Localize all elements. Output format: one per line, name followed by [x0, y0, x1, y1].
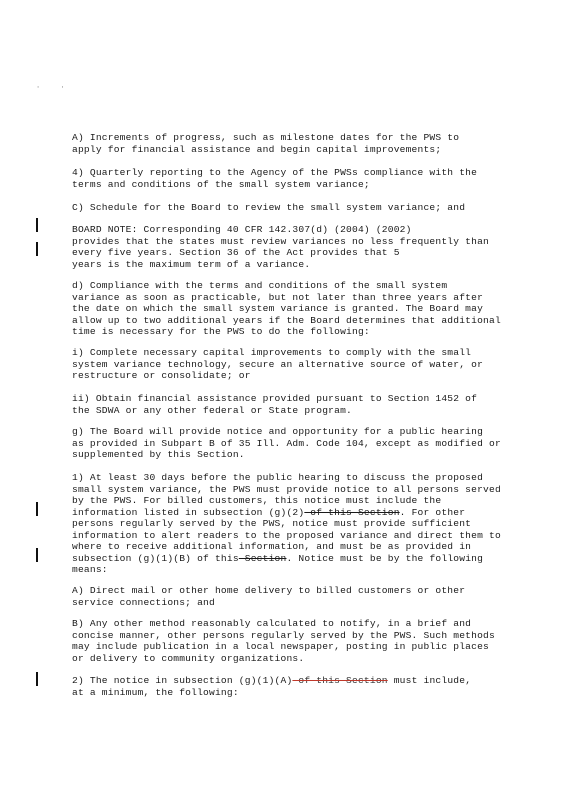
- revision-bar: [36, 218, 38, 232]
- paragraph-1-public-hearing: [72, 472, 502, 576]
- paragraph-b-other-method: B) Any other method reasonably calculated to notify, in a brief and concise manner, other persons regularly served by the PWS. Such methods may include publication in a local newspaper, posting in public places or delivery to community organizations.: [72, 618, 495, 664]
- paragraph-2-notice-contents: [72, 675, 502, 698]
- scan-speckle: · ·: [36, 84, 73, 92]
- paragraph-quarterly-reporting: 4) Quarterly reporting to the Agency of the PWSs compliance with the terms and conditions of the small system variance;: [72, 167, 478, 190]
- paragraph-text: . Notice must be by the following means:: [72, 552, 484, 575]
- deleted-text: of this Section: [304, 506, 400, 518]
- paragraph-g-notice: g) The Board will provide notice and opportunity for a public hearing as provided in Subpart B of 35 Ill. Adm. Code 104, except as modified or supplemented by this Section.: [72, 426, 501, 460]
- deleted-text: Section: [238, 552, 287, 564]
- paragraph-a-increments: A) Increments of progress, such as milestone dates for the PWS to apply for financial assistance and begin capital improvements;: [72, 132, 460, 155]
- paragraph-text: must include, at a minimum, the following:: [72, 675, 472, 698]
- revision-bar: [36, 672, 38, 686]
- paragraph-text: 1) At least 30 days before the public hearing to discuss the proposed small system variance, the PWS must provide notice to all persons served by the PWS. For billed customers, this notice must include the information listed in subsection (g)(2): [72, 472, 501, 518]
- paragraph-d-compliance: d) Compliance with the terms and conditions of the small system variance as soon as practicable, but not later than three years after the date on which the small system variance is granted. The Board may allow up to two additional years if the Board determines that additional time is necessary for the PWS to do the following:: [72, 280, 501, 337]
- paragraph-i-capital: i) Complete necessary capital improvements to comply with the small system variance technology, secure an alternative source of water, or restructure or consolidate; or: [72, 347, 484, 381]
- revision-bar: [36, 242, 38, 256]
- deleted-text: of this Section: [292, 675, 388, 686]
- revision-bar: [36, 548, 38, 562]
- paragraph-c-schedule: C) Schedule for the Board to review the small system variance; and: [72, 202, 466, 213]
- paragraph-a-direct-mail: A) Direct mail or other home delivery to billed customers or other service connections; and: [72, 585, 466, 608]
- paragraph-ii-financial: ii) Obtain financial assistance provided pursuant to Section 1452 of the SDWA or any other federal or State program.: [72, 393, 478, 416]
- revision-bar: [36, 502, 38, 516]
- paragraph-text: 2) The notice in subsection (g)(1)(A): [72, 675, 293, 686]
- board-note: BOARD NOTE: Corresponding 40 CFR 142.307(d) (2004) (2002) provides that the states must review variances no less frequently than every five years. Section 36 of the Act provides that 5 years is the maximum term of a variance.: [72, 224, 490, 270]
- paragraph-text: . For other persons regularly served by the PWS, notice must provide sufficient information to alert readers to the proposed variance and direct them to where to receive additional information, and must be as provided in subsection (g)(1)(B) of this: [72, 506, 501, 564]
